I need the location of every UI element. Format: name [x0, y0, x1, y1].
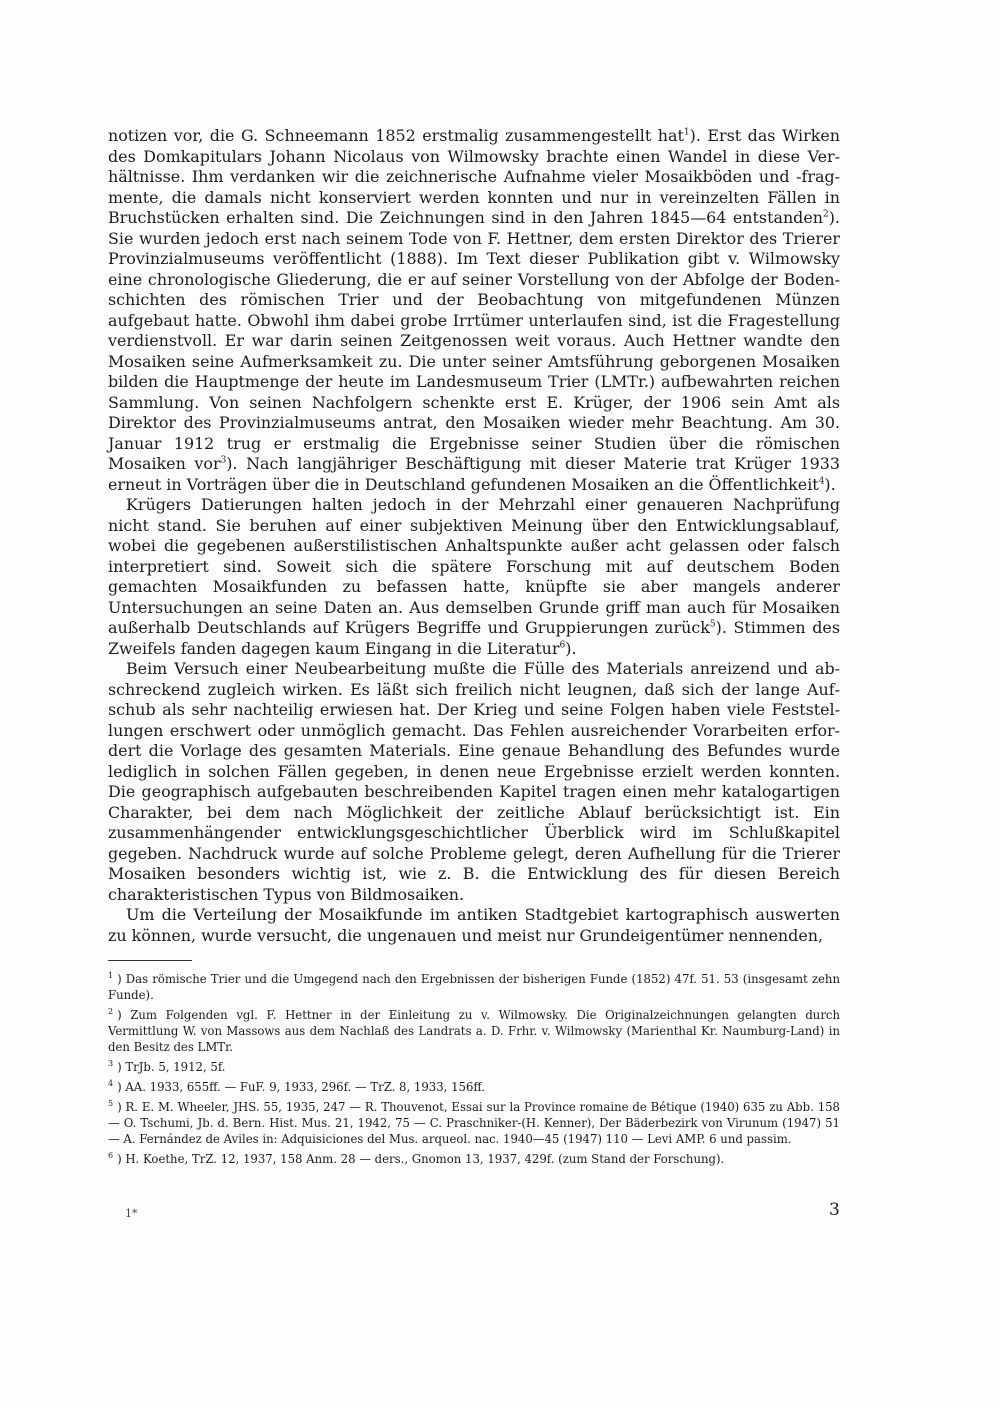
paragraph-4: Um die Verteilung der Mosaikfunde im antiken Stadtgebiet kartographisch auswerten zu können, wurde versucht, die ungenauen und meist nur Grundeigentümer nennenden, — [108, 905, 840, 945]
footnote-mark: 6 — [108, 1151, 114, 1161]
footnote-ref: 3 — [220, 455, 227, 466]
footnote-text: ) TrJb. 5, 1912, 5f. — [117, 1060, 226, 1074]
footnote-text: ) Zum Folgenden vgl. F. Hettner in der Einleitung zu v. Wilmowsky. Die Originalzeichnungen gelangten durch Vermittlung W. von Massows aus dem Nachlaß des Landrats a. D. Frhr. v. Wilmowsky (Marienthal Kr. Naumburg-Land) in den Besitz des LMTr. — [108, 1008, 840, 1054]
footnote-mark: 4 — [108, 1079, 114, 1089]
footnote-text: ) Das römische Trier und die Umgegend nach den Ergebnissen der bisherigen Funde (1852) 47f. 51. 53 (insgesamt zehn Funde). — [108, 972, 840, 1002]
paragraph-1: notizen vor, die G. Schneemann 1852 erstmalig zusammengestellt hat$^1$). Erst das Wirken des Domkapitulars Johann Nicolaus von Wilmowsky brachte einen Wandel in diese Verhältnisse. Ihm verdanken wir die zeichnerische Aufnahme vieler Mosaikböden und -fragmente, die damals nicht konserviert werden konnten und nur in vereinzelten Fällen in Bruchstücken erhalten sind. Die Zeichnungen sind in den Jahren 1845—64 entstanden$^2$). Sie wurden jedoch erst nach seinem Tode von F. Hettner, dem ersten Direktor des Trierer Provinzialmuseums veröffentlicht (1888). Im Text dieser Publikation gibt v. Wilmowsky eine chronologische Gliederung, die er auf seiner Vorstellung von der Abfolge der Bodenschichten des römischen Trier und der Beobachtung von mitgefundenen Münzen aufgebaut hatte. Obwohl ihm dabei grobe Irrtümer unterlaufen sind, ist die Fragestellung verdienstvoll. Er war darin seinen Zeitgenossen weit voraus. Auch Hettner wandte den Mosaiken seine Aufmerksamkeit zu. Die unter seiner Amtsführung geborgenen Mosaiken bilden die Hauptmenge der heute im Landesmuseum Trier (LMTr.) aufbewahrten reichen Sammlung. Von seinen Nachfolgern schenkte erst E. Krüger, der 1906 sein Amt als Direktor des Provinzialmuseums antrat, den Mosaiken wieder mehr Beachtung. Am 30. Januar 1912 trug er erstmalig die Ergebnisse seiner Studien über die römischen Mosaiken vor$^3$). Nach langjähriger Beschäftigung mit dieser Materie trat Krüger 1933 erneut in Vorträgen über die in Deutschland gefundenen Mosaiken an die Öffentlichkeit$^4$). — [108, 126, 840, 494]
footnote — [108, 1007, 840, 1055]
footnote-mark: 3 — [108, 1059, 114, 1069]
footnote-ref: 6 — [559, 640, 566, 651]
footnote-mark: 2 — [108, 1007, 114, 1017]
footnote-text: ) R. E. M. Wheeler, JHS. 55, 1935, 247 — R. Thouvenot, Essai sur la Province romaine de Bétique (1940) 635 zu Abb. 158 — O. Tschumi, Jb. d. Bern. Hist. Mus. 21, 1942, 75 — C. Praschniker-(H. Kenner), Der Bäderbezirk von Virunum (1947) 51 — A. Fernández de Aviles in: Adquisiciones del Mus. arqueol. nac. 1940—45 (1947) 110 — Levi AMP. 6 und passim. — [108, 1100, 840, 1146]
footnote-mark: 5 — [108, 1099, 114, 1109]
footnote-ref: 2 — [823, 209, 829, 220]
footnote-ref: 5 — [709, 619, 716, 630]
footnote — [108, 971, 840, 1003]
footnote — [108, 1151, 840, 1167]
footnote-ref: 4 — [818, 476, 825, 487]
footnote-mark: 1 — [108, 971, 114, 981]
page-number: 3 — [829, 1200, 840, 1220]
footnotes — [108, 971, 840, 1167]
footnote-text: ) H. Koethe, TrZ. 12, 1937, 158 Anm. 28 — ders., Gnomon 13, 1937, 429f. (zum Stand der Forschung). — [117, 1152, 725, 1166]
page-body — [108, 126, 840, 1171]
footnote — [108, 1099, 840, 1147]
main-text — [108, 126, 840, 946]
footnote — [108, 1059, 840, 1075]
paragraph-3: Beim Versuch einer Neubearbeitung mußte die Fülle des Materials anreizend und abschreckend zugleich wirken. Es läßt sich freilich nicht leugnen, daß sich der lange Aufschub als sehr nachteilig erwiesen hat. Der Krieg und seine Folgen haben viele Feststellungen erschwert oder unmöglich gemacht. Das Fehlen ausreichender Vorarbeiten erfordert die Vorlage des gesamten Materials. Eine genaue Behandlung des Befundes wurde lediglich in solchen Fällen gegeben, in denen neue Ergebnisse erzielt werden konnten. Die geographisch aufgebauten beschreibenden Kapitel tragen einen mehr katalogartigen Charakter, bei dem nach Möglichkeit der zeitliche Ablauf berücksichtigt ist. Ein zusammenhängender entwicklungsgeschichtlicher Überblick wird im Schlußkapitel gegeben. Nachdruck wurde auf solche Probleme gelegt, deren Aufhellung für die Trierer Mosaiken besonders wichtig ist, wie z. B. die Entwicklung des für diesen Bereich charakteristischen Typus von Bildmosaiken. — [108, 659, 840, 904]
paragraph-2: Krügers Datierungen halten jedoch in der Mehrzahl einer genaueren Nachprüfung nicht stand. Sie beruhen auf einer subjektiven Meinung über den Entwicklungsablauf, wobei die gegebenen außerstilistischen Anhaltspunkte außer acht gelassen oder falsch interpretiert sind. Soweit sich die spätere Forschung mit auf deutschem Boden gemachten Mosaikfunden zu befassen hatte, knüpfte sie aber mangels anderer Untersuchungen an seine Daten an. Aus demselben Grunde griff man auch für Mosaiken außerhalb Deutschlands auf Krügers Begriffe und Gruppierungen zurück$^5$). Stimmen des Zweifels fanden dagegen kaum Eingang in die Literatur$^6$). — [108, 495, 840, 658]
footnote-ref: 1 — [683, 127, 690, 138]
footnote — [108, 1079, 840, 1095]
signature-mark: 1* — [125, 1207, 138, 1220]
footnote-text: ) AA. 1933, 655ff. — FuF. 9, 1933, 296f. — TrZ. 8, 1933, 156ff. — [117, 1080, 486, 1094]
footnote-divider — [108, 960, 192, 961]
